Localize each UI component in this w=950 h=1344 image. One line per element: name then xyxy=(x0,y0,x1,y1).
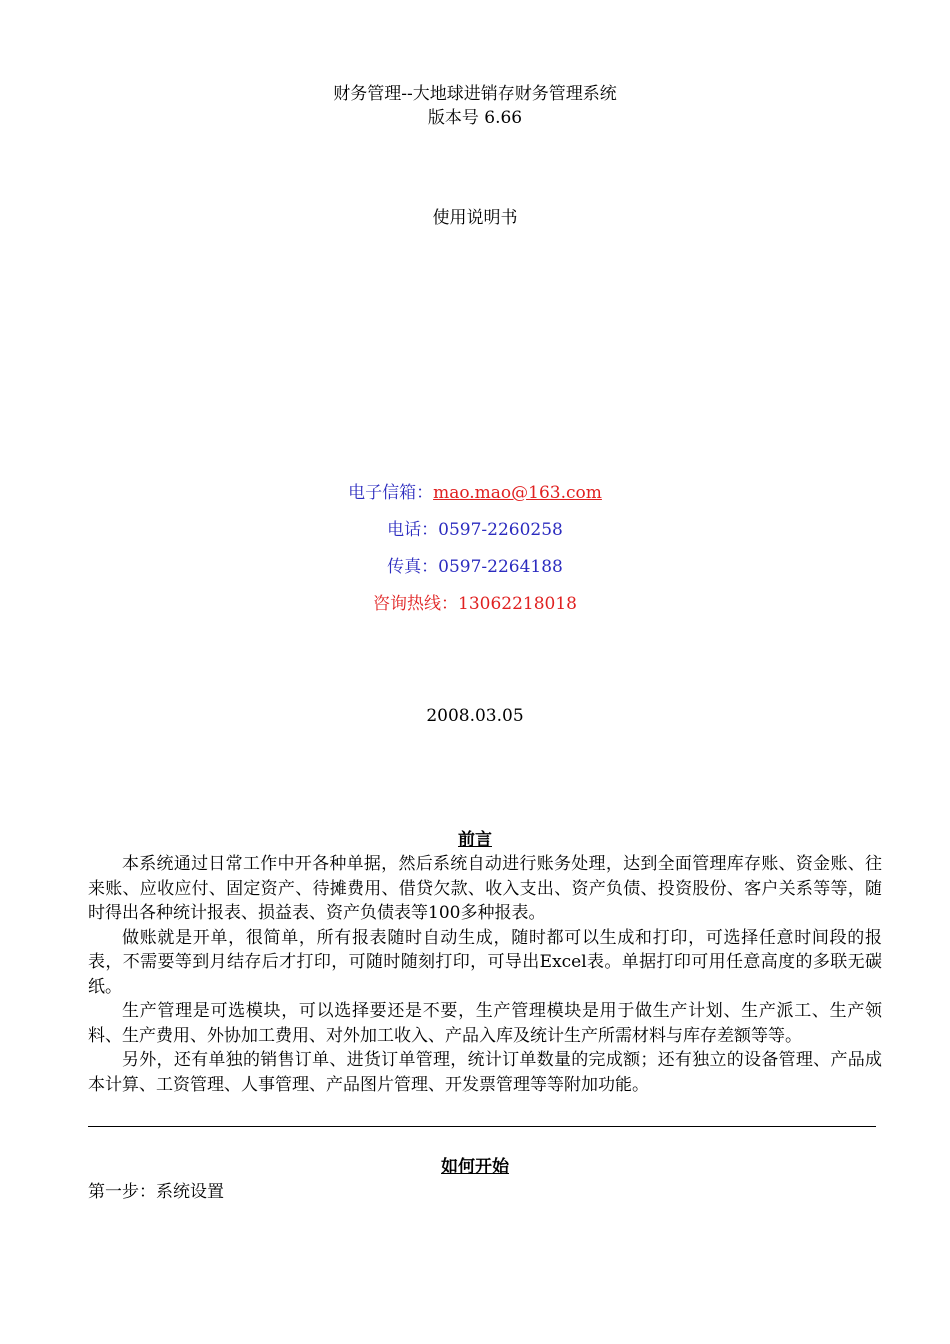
preface-paragraph: 另外，还有单独的销售订单、进货订单管理，统计订单数量的完成额；还有独立的设备管理、产品成本计算、工资管理、人事管理、产品图片管理、开发票管理等等附加功能。 xyxy=(88,1050,882,1095)
email-link[interactable]: mao.mao@163.com xyxy=(433,483,602,503)
document-title: 财务管理--大地球进销存财务管理系统 xyxy=(333,84,617,104)
step-one: 第一步：系统设置 xyxy=(88,1182,224,1202)
fax-line: 传真：0597-2264188 xyxy=(387,557,563,577)
preface-body xyxy=(88,852,882,1097)
email-line xyxy=(0,482,950,504)
preface-paragraph: 本系统通过日常工作中开各种单据，然后系统自动进行账务处理，达到全面管理库存账、资金账、往来账、应收应付、固定资产、待摊费用、借贷欠款、收入支出、资产负债、投资股份、客户关系等等，随时得出各种统计报表、损益表、资产负债表等100多种报表。 xyxy=(88,854,882,923)
hotline-line: 咨询热线：13062218018 xyxy=(373,594,577,614)
version-number: 版本号 6.66 xyxy=(427,108,523,128)
preface-title: 前言 xyxy=(458,830,492,850)
phone-line: 电话：0597-2260258 xyxy=(387,520,563,540)
section-divider xyxy=(88,1126,876,1127)
email-label: 电子信箱： xyxy=(348,483,434,503)
preface-paragraph: 生产管理是可选模块，可以选择要还是不要，生产管理模块是用于做生产计划、生产派工、生产领料、生产费用、外协加工费用、对外加工收入、产品入库及统计生产所需材料与库存差额等等。 xyxy=(88,1001,882,1046)
manual-subtitle: 使用说明书 xyxy=(432,208,518,228)
preface-paragraph: 做账就是开单，很简单，所有报表随时自动生成，随时都可以生成和打印，可选择任意时间段的报表，不需要等到月结存后才打印，可随时随刻打印，可导出Excel表。单据打印可用任意高度的多联无碳纸。 xyxy=(88,927,882,997)
how-to-start-title: 如何开始 xyxy=(441,1157,509,1177)
document-date: 2008.03.05 xyxy=(426,706,524,726)
